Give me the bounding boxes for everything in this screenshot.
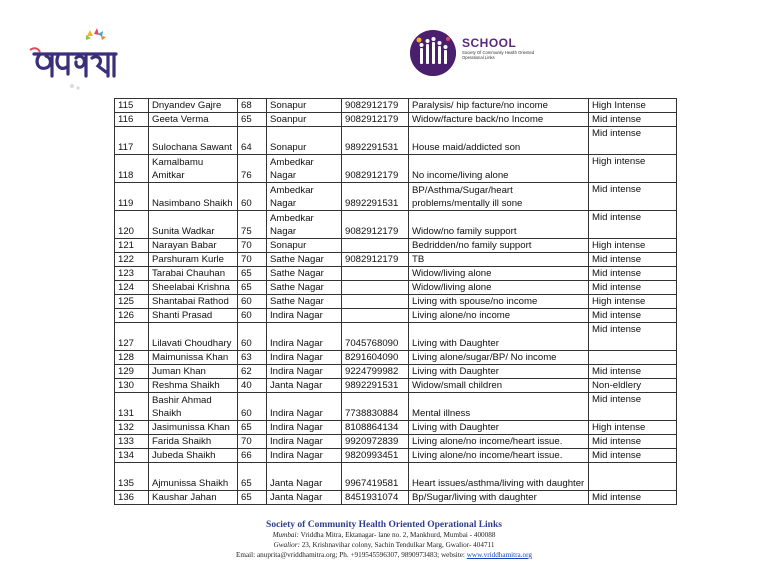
cell-phone: 8291604090 (342, 351, 409, 365)
school-badge-icon (410, 30, 456, 76)
footer-contact (0, 550, 768, 560)
footer-gwalior-label: Gwalior: (273, 541, 300, 549)
cell-area: Indira Nagar (267, 365, 342, 379)
cell-issue: Paralysis/ hip facture/no income (409, 99, 589, 113)
cell-area: Sathe Nagar (267, 267, 342, 281)
cell-no: 122 (115, 253, 149, 267)
cell-status: High intense (589, 421, 677, 435)
cell-issue: Living with Daughter (409, 323, 589, 351)
cell-phone: 9892291531 (342, 127, 409, 155)
table-row (115, 435, 677, 449)
cell-no: 121 (115, 239, 149, 253)
cell-no: 115 (115, 99, 149, 113)
cell-area: Sonapur (267, 127, 342, 155)
school-logo (410, 30, 550, 78)
cell-area: Sonapur (267, 239, 342, 253)
cell-status (589, 463, 677, 491)
cell-no: 125 (115, 295, 149, 309)
cell-area: Ambedkar Nagar (267, 211, 342, 239)
cell-name: Bashir Ahmad Shaikh (149, 393, 238, 421)
footer-mumbai-text: Vriddha Mitra, Ektanagar- lane no. 2, Mankhurd, Mumbai - 400088 (300, 531, 496, 539)
cell-name: Juman Khan (149, 365, 238, 379)
cell-issue: Widow/no family support (409, 211, 589, 239)
cell-area: Indira Nagar (267, 351, 342, 365)
footer-gwalior-address (0, 540, 768, 550)
cell-age: 64 (238, 127, 267, 155)
table-row (115, 127, 677, 155)
table-row (115, 393, 677, 421)
cell-phone (342, 281, 409, 295)
cell-name: Sulochana Sawant (149, 127, 238, 155)
cell-status: Mid intense (589, 491, 677, 505)
cell-phone: 9082912179 (342, 155, 409, 183)
cell-age: 65 (238, 463, 267, 491)
table-row (115, 211, 677, 239)
cell-name: Reshma Shaikh (149, 379, 238, 393)
cell-issue: Living with spouse/no income (409, 295, 589, 309)
cell-age: 62 (238, 365, 267, 379)
cell-age: 60 (238, 323, 267, 351)
cell-name: Parshuram Kurle (149, 253, 238, 267)
vriddha-mitra-logo (28, 26, 128, 98)
cell-issue: Bedridden/no family support (409, 239, 589, 253)
cell-name: Shantabai Rathod (149, 295, 238, 309)
cell-name: Sheelabai Krishna (149, 281, 238, 295)
table-row (115, 463, 677, 491)
cell-area: Ambedkar Nagar (267, 183, 342, 211)
cell-age: 65 (238, 113, 267, 127)
cell-issue: Widow/small children (409, 379, 589, 393)
table-row (115, 281, 677, 295)
cell-area: Indira Nagar (267, 435, 342, 449)
cell-phone: 8451931074 (342, 491, 409, 505)
cell-status: Mid intense (589, 253, 677, 267)
cell-no: 132 (115, 421, 149, 435)
cell-age: 60 (238, 309, 267, 323)
cell-name: Geeta Verma (149, 113, 238, 127)
cell-status: High Intense (589, 99, 677, 113)
table-row (115, 155, 677, 183)
cell-status: High intense (589, 155, 677, 183)
cell-area: Sonapur (267, 99, 342, 113)
cell-name: Shanti Prasad (149, 309, 238, 323)
cell-status: Mid intense (589, 393, 677, 421)
cell-area: Sathe Nagar (267, 253, 342, 267)
footer (0, 520, 768, 560)
cell-area: Janta Nagar (267, 379, 342, 393)
cell-status: Mid intense (589, 281, 677, 295)
footer-org-name: Society of Community Health Oriented Operational Links (266, 520, 502, 530)
cell-phone: 9224799982 (342, 365, 409, 379)
cell-age: 66 (238, 449, 267, 463)
cell-status: Mid intense (589, 449, 677, 463)
cell-status (589, 351, 677, 365)
cell-no: 120 (115, 211, 149, 239)
table-row (115, 253, 677, 267)
cell-phone: 9967419581 (342, 463, 409, 491)
cell-no: 136 (115, 491, 149, 505)
cell-issue: Living with Daughter (409, 421, 589, 435)
cell-age: 40 (238, 379, 267, 393)
table-row (115, 365, 677, 379)
cell-issue: Living alone/no income/heart issue. (409, 435, 589, 449)
cell-issue: BP/Asthma/Sugar/heart problems/mentally ill sone (409, 183, 589, 211)
cell-issue: Widow/living alone (409, 281, 589, 295)
cell-phone: 7045768090 (342, 323, 409, 351)
cell-age: 70 (238, 253, 267, 267)
cell-name: Kaushar Jahan (149, 491, 238, 505)
cell-name: Nasimbano Shaikh (149, 183, 238, 211)
cell-issue: TB (409, 253, 589, 267)
cell-age: 65 (238, 267, 267, 281)
footer-website-link[interactable]: www.vriddhamitra.org (466, 551, 532, 559)
cell-area: Ambedkar Nagar (267, 155, 342, 183)
cell-name: Farida Shaikh (149, 435, 238, 449)
cell-status: High intense (589, 239, 677, 253)
cell-phone: 9892291531 (342, 183, 409, 211)
cell-name: Jasimunissa Khan (149, 421, 238, 435)
table-row (115, 351, 677, 365)
cell-age: 65 (238, 491, 267, 505)
cell-phone: 7738830884 (342, 393, 409, 421)
cell-area: Janta Nagar (267, 491, 342, 505)
table-row (115, 379, 677, 393)
cell-name: Tarabai Chauhan (149, 267, 238, 281)
cell-phone: 9082912179 (342, 113, 409, 127)
cell-phone (342, 239, 409, 253)
cell-status: Mid intense (589, 365, 677, 379)
cell-no: 135 (115, 463, 149, 491)
cell-age: 68 (238, 99, 267, 113)
cell-no: 118 (115, 155, 149, 183)
records-table-body (115, 99, 677, 505)
cell-status: Mid intense (589, 267, 677, 281)
footer-gwalior-text: 23, Krishnavihar colony, Sachin Tendulkar Marg, Gwalior- 404711 (301, 541, 495, 549)
table-row (115, 267, 677, 281)
cell-no: 133 (115, 435, 149, 449)
cell-no: 117 (115, 127, 149, 155)
cell-name: Maimunissa Khan (149, 351, 238, 365)
cell-status: Mid intense (589, 211, 677, 239)
cell-issue: Living alone/sugar/BP/ No income (409, 351, 589, 365)
footer-contact-text: Email: anuprita@vriddhamitra.org; Ph. +919545596307, 9890973483; website: (235, 551, 465, 559)
cell-status: High intense (589, 295, 677, 309)
cell-no: 119 (115, 183, 149, 211)
cell-area: Soanpur (267, 113, 342, 127)
cell-age: 60 (238, 183, 267, 211)
cell-issue: Widow/living alone (409, 267, 589, 281)
cell-status: Mid intense (589, 435, 677, 449)
cell-issue: Living with Daughter (409, 365, 589, 379)
cell-age: 75 (238, 211, 267, 239)
cell-issue: House maid/addicted son (409, 127, 589, 155)
cell-name: Ajmunissa Shaikh (149, 463, 238, 491)
cell-phone: 8108864134 (342, 421, 409, 435)
cell-no: 128 (115, 351, 149, 365)
cell-issue: Heart issues/asthma/living with daughter (409, 463, 589, 491)
footer-mumbai-label: Mumbai: (272, 531, 299, 539)
cell-status: Non-eldlery (589, 379, 677, 393)
cell-name: Sunita Wadkar (149, 211, 238, 239)
cell-status: Mid intense (589, 323, 677, 351)
cell-age: 60 (238, 295, 267, 309)
table-row (115, 239, 677, 253)
cell-age: 70 (238, 239, 267, 253)
table-row (115, 323, 677, 351)
cell-no: 124 (115, 281, 149, 295)
table-row (115, 113, 677, 127)
cell-status: Mid intense (589, 309, 677, 323)
cell-phone: 9082912179 (342, 253, 409, 267)
footer-mumbai-address (0, 530, 768, 540)
elderly-records-table (114, 98, 677, 505)
cell-age: 76 (238, 155, 267, 183)
cell-issue: No income/living alone (409, 155, 589, 183)
cell-issue: Living alone/no income (409, 309, 589, 323)
cell-phone: 9082912179 (342, 211, 409, 239)
cell-age: 63 (238, 351, 267, 365)
cell-no: 134 (115, 449, 149, 463)
cell-name: Dnyandev Gajre (149, 99, 238, 113)
cell-age: 65 (238, 421, 267, 435)
cell-no: 116 (115, 113, 149, 127)
table-row (115, 309, 677, 323)
school-logo-subtitle: Society Of Community Health Oriented Operational Links (462, 50, 535, 60)
table-row (115, 421, 677, 435)
cell-area: Sathe Nagar (267, 281, 342, 295)
table-row (115, 99, 677, 113)
cell-no: 129 (115, 365, 149, 379)
cell-area: Indira Nagar (267, 421, 342, 435)
cell-name: Kamalbamu Amitkar (149, 155, 238, 183)
table-row (115, 449, 677, 463)
cell-phone: 9082912179 (342, 99, 409, 113)
table-row (115, 183, 677, 211)
cell-status: Mid intense (589, 183, 677, 211)
cell-age: 60 (238, 393, 267, 421)
cell-no: 123 (115, 267, 149, 281)
cell-status: Mid intense (589, 113, 677, 127)
cell-name: Jubeda Shaikh (149, 449, 238, 463)
cell-no: 130 (115, 379, 149, 393)
cell-issue: Living alone/no income/heart issue. (409, 449, 589, 463)
cell-phone: 9820993451 (342, 449, 409, 463)
cell-area: Indira Nagar (267, 323, 342, 351)
cell-no: 127 (115, 323, 149, 351)
cell-area: Indira Nagar (267, 449, 342, 463)
cell-status: Mid intense (589, 127, 677, 155)
cell-area: Indira Nagar (267, 393, 342, 421)
cell-area: Janta Nagar (267, 463, 342, 491)
cell-name: Narayan Babar (149, 239, 238, 253)
cell-no: 131 (115, 393, 149, 421)
cell-phone: 9892291531 (342, 379, 409, 393)
cell-phone (342, 309, 409, 323)
cell-issue: Widow/facture back/no Income (409, 113, 589, 127)
cell-no: 126 (115, 309, 149, 323)
cell-phone (342, 295, 409, 309)
cell-issue: Mental illness (409, 393, 589, 421)
cell-phone: 9920972839 (342, 435, 409, 449)
cell-age: 70 (238, 435, 267, 449)
cell-area: Indira Nagar (267, 309, 342, 323)
cell-area: Sathe Nagar (267, 295, 342, 309)
cell-issue: Bp/Sugar/living with daughter (409, 491, 589, 505)
cell-phone (342, 267, 409, 281)
cell-name: Lilavati Choudhary (149, 323, 238, 351)
cell-age: 65 (238, 281, 267, 295)
school-logo-title: SCHOOL (462, 36, 517, 50)
table-row (115, 295, 677, 309)
table-row (115, 491, 677, 505)
